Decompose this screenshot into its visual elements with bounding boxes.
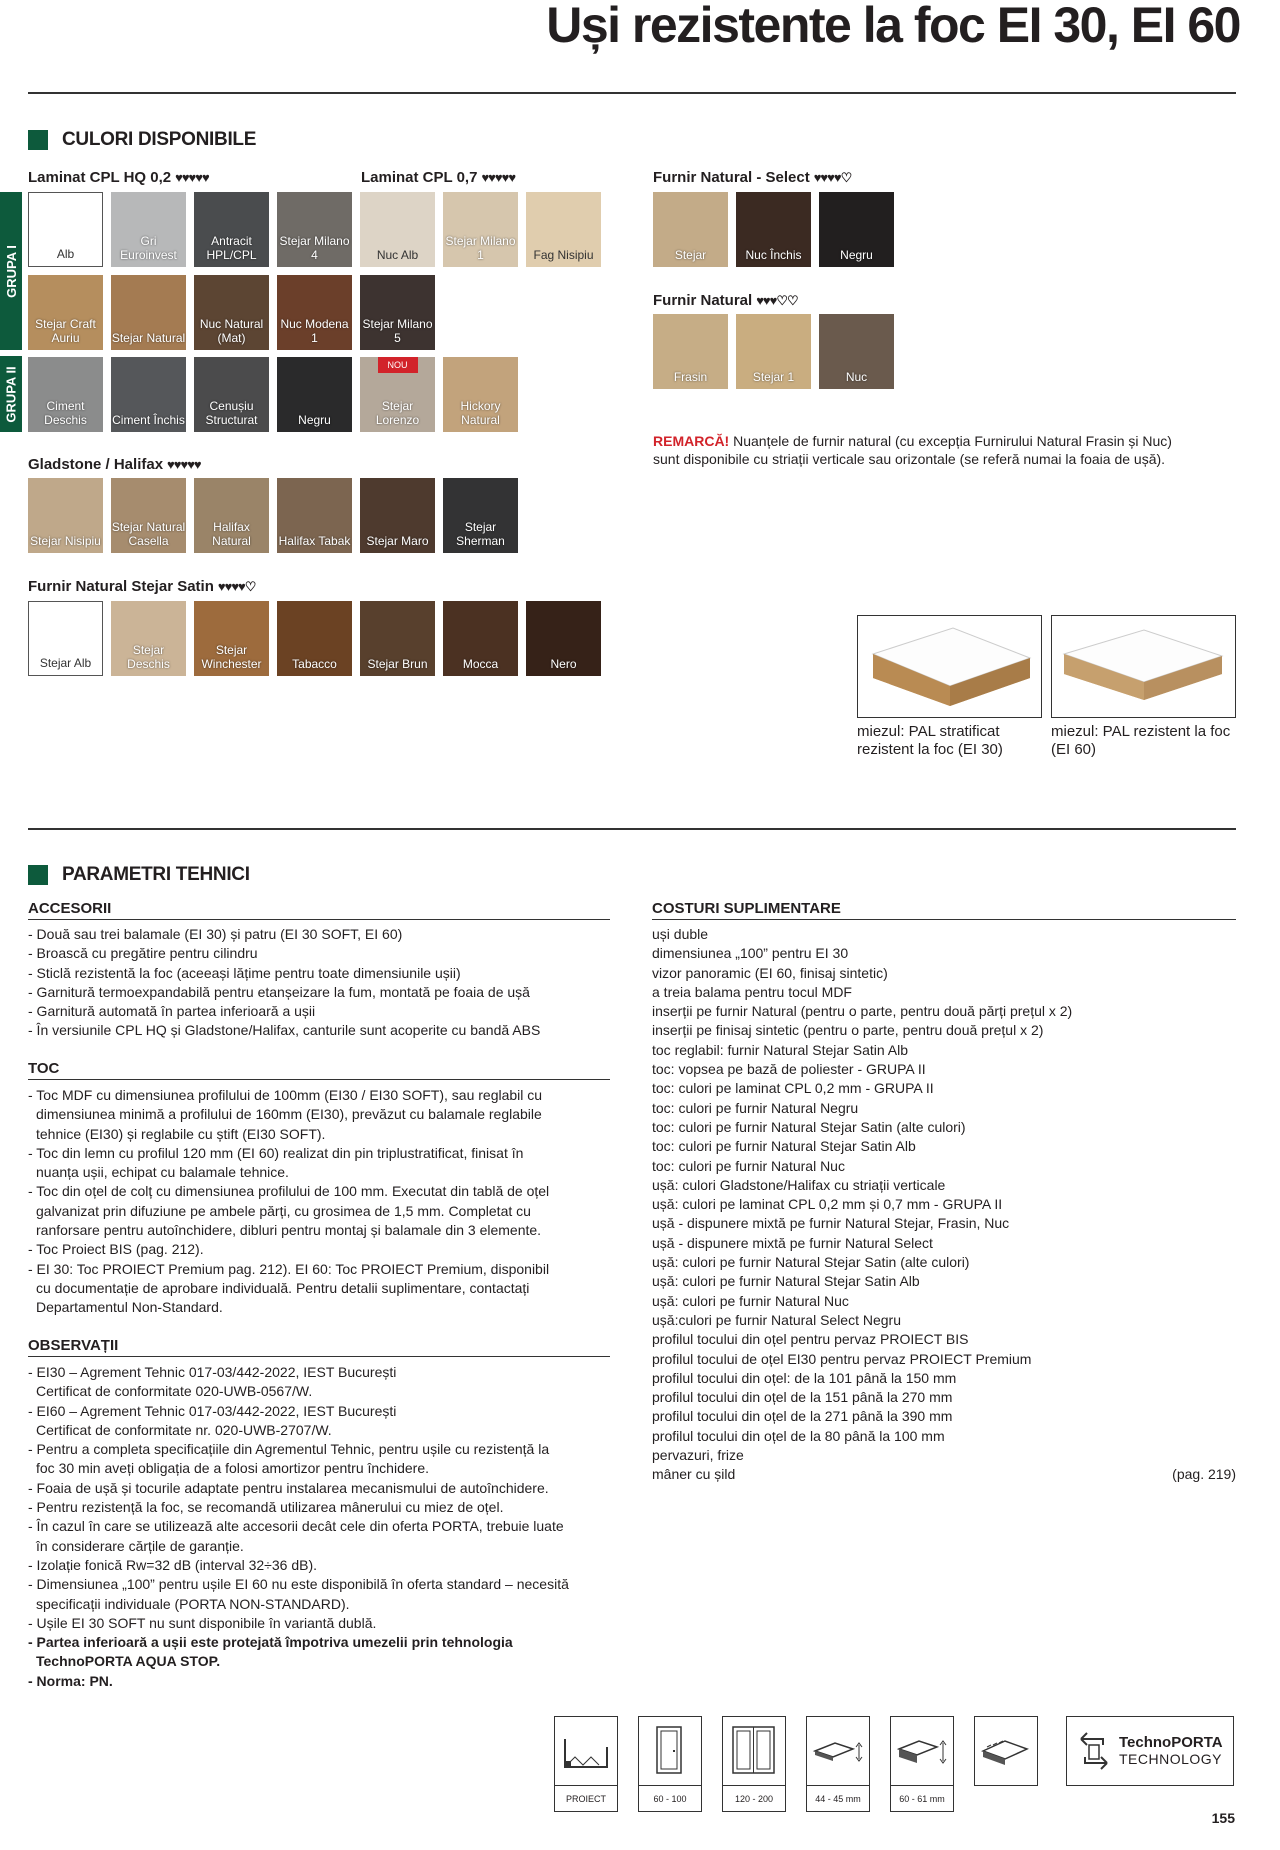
group-2-bar bbox=[0, 356, 22, 432]
swatch-label: Mocca bbox=[462, 657, 499, 671]
text-line: - EI30 – Agrement Tehnic 017-03/442-2022, IEST București bbox=[28, 1364, 397, 1380]
section-marker bbox=[28, 130, 48, 150]
cost-line: inserții pe furnir Natural (pentru o parte, pentru două părți prețul x 2) bbox=[652, 1003, 1073, 1020]
swatch-label: Cenușiu Structurat bbox=[205, 399, 258, 427]
color-swatch bbox=[653, 192, 728, 267]
color-swatch bbox=[653, 314, 728, 389]
color-swatch bbox=[194, 357, 269, 432]
core-image-ei60 bbox=[1051, 615, 1236, 718]
swatch-label: Stejar Natural bbox=[111, 331, 186, 345]
swatch-label: Frasin bbox=[673, 370, 708, 384]
cost-line: ușă:culori pe furnir Natural Select Negru bbox=[652, 1311, 902, 1328]
cost-line: profilul tocului din oțel pentru pervaz PROIECT BIS bbox=[652, 1331, 969, 1348]
swatch-label: Stejar Craft Auriu bbox=[35, 317, 96, 345]
toc-heading: TOC bbox=[28, 1060, 610, 1080]
text-line: - Ușile EI 30 SOFT nu sunt disponibile în variantă dublă. bbox=[28, 1614, 377, 1631]
swatch-label: Stejar Alb bbox=[39, 656, 92, 670]
cost-line: toc: culori pe furnir Natural Nuc bbox=[652, 1157, 845, 1174]
swatch-row-satin bbox=[28, 601, 601, 676]
swatch-label: Ciment Deschis bbox=[44, 399, 87, 427]
section-marker bbox=[28, 865, 48, 885]
swatch-label: Nuc bbox=[845, 370, 868, 384]
swatch-label: Fag Nisipiu bbox=[533, 248, 594, 262]
color-swatch bbox=[819, 192, 894, 267]
swatch-row-furnir bbox=[653, 314, 894, 389]
category-cpl07-label: Laminat CPL 0,7 bbox=[361, 169, 478, 186]
color-swatch bbox=[111, 478, 186, 553]
swatch-label: Ciment Închis bbox=[112, 413, 185, 427]
swatch-label: Stejar Lorenzo bbox=[375, 399, 420, 427]
cost-line: ușă: culori pe laminat CPL 0,2 mm și 0,7 mm - GRUPA II bbox=[652, 1196, 1003, 1213]
color-swatch bbox=[443, 478, 518, 553]
color-swatch bbox=[28, 192, 103, 267]
swatch-label: Stejar Milano 4 bbox=[279, 234, 350, 262]
colors-heading-text: CULORI DISPONIBILE bbox=[62, 129, 257, 150]
swatch-label: Negru bbox=[840, 248, 873, 262]
leaf-thickness-caption: 44 - 45 mm bbox=[806, 1786, 870, 1812]
text-line: tehnice (EI30) și reglabile cu știft (EI30 SOFT). bbox=[36, 1125, 326, 1142]
title-divider bbox=[28, 92, 1236, 94]
swatch-label: Gri Euroinvest bbox=[120, 234, 177, 262]
text-line: - Dimensiunea „100” pentru ușile EI 60 nu este disponibilă în oferta standard – necesită bbox=[28, 1576, 569, 1593]
rating-hearts: ♥♥♥♥♥ bbox=[175, 170, 209, 185]
color-swatch bbox=[736, 192, 811, 267]
swatch-label: Halifax Natural bbox=[212, 520, 251, 548]
rating-hearts: ♥♥♥♥♡ bbox=[813, 170, 852, 185]
swatch-label: Stejar Natural Casella bbox=[111, 520, 186, 548]
cost-line: uși duble bbox=[652, 926, 709, 942]
cost-line: profilul tocului din oțel de la 80 până la 100 mm bbox=[652, 1427, 945, 1444]
costs-heading: COSTURI SUPLIMENTARE bbox=[652, 900, 1236, 920]
color-swatch bbox=[277, 275, 352, 350]
technoporta-tagline: TECHNOLOGY bbox=[1119, 1751, 1223, 1767]
observatii-heading: OBSERVAȚII bbox=[28, 1337, 610, 1357]
text-line: dimensiunea minimă a profilului de 160mm (EI30), prevăzut cu balamale reglabile bbox=[36, 1106, 542, 1123]
category-cpl02-label: Laminat CPL HQ 0,2 bbox=[28, 169, 172, 186]
color-swatch bbox=[111, 192, 186, 267]
color-swatch bbox=[443, 192, 518, 267]
text-line: - Toc din lemn cu profilul 120 mm (EI 60) realizat din pin triplustratificat, finisat în bbox=[28, 1144, 524, 1161]
color-swatch bbox=[526, 601, 601, 676]
text-line: în considerare cărțile de garanție. bbox=[36, 1537, 244, 1554]
color-swatch bbox=[277, 192, 352, 267]
proiect-caption: PROIECT bbox=[554, 1786, 618, 1812]
core-caption-ei60: miezul: PAL rezistent la foc (EI 60) bbox=[1051, 723, 1231, 758]
text-line: - Garnitură termoexpandabilă pentru etanșeizare la fum, montată pe foaia de ușă bbox=[28, 983, 530, 1000]
color-swatch bbox=[360, 478, 435, 553]
remark-label: REMARCĂ! bbox=[653, 433, 730, 449]
cost-line: ușă - dispunere mixtă pe furnir Natural Stejar, Frasin, Nuc bbox=[652, 1215, 1010, 1232]
color-swatch bbox=[277, 357, 352, 432]
proiect-frame-icon bbox=[554, 1716, 618, 1786]
colors-section-heading bbox=[28, 129, 256, 151]
cost-line: toc: culori pe laminat CPL 0,2 mm - GRUPA II bbox=[652, 1080, 934, 1097]
color-swatch bbox=[194, 192, 269, 267]
cost-line: pervazuri, frize bbox=[652, 1447, 744, 1464]
swatch-label: Halifax Tabak bbox=[278, 534, 351, 548]
text-line: - În versiunile CPL HQ și Gladstone/Halifax, canturile sunt acoperite cu bandă ABS bbox=[28, 1022, 541, 1039]
rating-hearts: ♥♥♥♥♥ bbox=[481, 170, 516, 185]
cost-line: ușă: culori pe furnir Natural Stejar Satin Alb bbox=[652, 1273, 920, 1290]
text-line: - În cazul în care se utilizează alte accesorii decât cele din oferta PORTA, trebuie luate bbox=[28, 1518, 564, 1535]
category-cpl02 bbox=[28, 169, 209, 186]
color-swatch bbox=[194, 478, 269, 553]
cost-line: profilul tocului din oțel de la 271 până la 390 mm bbox=[652, 1408, 953, 1425]
category-cpl07 bbox=[361, 169, 515, 186]
color-swatch bbox=[194, 275, 269, 350]
swatch-label: Nuc Alb bbox=[376, 248, 419, 262]
swatch-row-3 bbox=[28, 357, 518, 432]
text-line: - Broască cu pregătire pentru cilindru bbox=[28, 945, 258, 962]
cost-line: ușă: culori pe furnir Natural Stejar Satin (alte culori) bbox=[652, 1254, 970, 1271]
text-line: - Toc MDF cu dimensiunea profilului de 100mm (EI30 / EI30 SOFT), sau reglabil cu bbox=[28, 1087, 543, 1103]
cost-line: profilul tocului din oțel: de la 101 până la 150 mm bbox=[652, 1369, 957, 1386]
rating-hearts: ♥♥♥♥♡ bbox=[217, 579, 256, 594]
color-swatch bbox=[736, 314, 811, 389]
technoporta-icon bbox=[1077, 1729, 1111, 1773]
text-line: galvanizat prin difuziune pe ambele părți, cu grosimea de 1,5 mm. Completat cu bbox=[36, 1202, 531, 1219]
observatii-list bbox=[28, 1363, 569, 1691]
cost-line: toc: culori pe furnir Natural Negru bbox=[652, 1099, 859, 1116]
rating-hearts: ♥♥♥♥♥ bbox=[167, 457, 201, 472]
category-satin bbox=[28, 578, 255, 595]
cost-line: dimensiunea „100” pentru EI 30 bbox=[652, 945, 849, 962]
accesorii-heading: ACCESORII bbox=[28, 900, 610, 920]
swatch-label: Stejar bbox=[674, 248, 707, 262]
swatch-row-1 bbox=[28, 192, 601, 267]
core-caption-ei30: miezul: PAL stratificat rezistent la foc (EI 30) bbox=[857, 723, 1003, 758]
color-swatch bbox=[111, 357, 186, 432]
cost-line bbox=[652, 1465, 1236, 1484]
accesorii-list bbox=[28, 925, 540, 1041]
page-title: Uși rezistente la foc EI 30, EI 60 bbox=[546, 0, 1240, 53]
color-swatch bbox=[819, 314, 894, 389]
text-line: - Pentru a completa specificațiile din Agrementul Tehnic, pentru ușile cu rezistență la bbox=[28, 1441, 550, 1458]
single-door-caption: 60 - 100 bbox=[638, 1786, 702, 1812]
category-satin-label: Furnir Natural Stejar Satin bbox=[28, 578, 214, 595]
swatch-label: Nero bbox=[550, 657, 577, 671]
page-number: 155 bbox=[1211, 1810, 1235, 1826]
rating-hearts: ♥♥♥♡♡ bbox=[756, 293, 798, 308]
cost-line: toc: culori pe furnir Natural Stejar Satin Alb bbox=[652, 1138, 916, 1155]
color-swatch bbox=[194, 601, 269, 676]
text-line: TechnoPORTA AQUA STOP. bbox=[36, 1653, 221, 1670]
group-1-label: GRUPA I bbox=[3, 244, 19, 298]
text-line: - Două sau trei balamale (EI 30) și patru (EI 30 SOFT, EI 60) bbox=[28, 926, 403, 942]
category-furnir bbox=[653, 292, 798, 309]
text-line: - Toc din oțel de colț cu dimensiunea profilului de 100 mm. Executat din tablă de oțel bbox=[28, 1183, 550, 1200]
text-line: ranforsare pentru autoînchidere, dibluri pentru montaj și balamale din 3 elemente. bbox=[36, 1222, 542, 1239]
text-line: - Toc Proiect BIS (pag. 212). bbox=[28, 1241, 204, 1258]
color-swatch bbox=[28, 357, 103, 432]
swatch-label: Stejar Nisipiu bbox=[30, 534, 101, 548]
swatch-label: Stejar Deschis bbox=[127, 643, 170, 671]
new-badge: NOU bbox=[378, 357, 418, 373]
cost-line: profilul tocului de oțel EI30 pentru pervaz PROIECT Premium bbox=[652, 1350, 1032, 1367]
swatch-label: Stejar Winchester bbox=[201, 643, 262, 671]
cost-line: profilul tocului din oțel de la 151 până la 270 mm bbox=[652, 1389, 953, 1406]
color-swatch bbox=[28, 275, 103, 350]
text-line: - Izolație fonică Rw=32 dB (interval 32÷36 dB). bbox=[28, 1556, 317, 1573]
cost-line: ușă: culori pe furnir Natural Nuc bbox=[652, 1292, 849, 1309]
color-swatch bbox=[360, 275, 435, 350]
swatch-label: Nuc Modena 1 bbox=[280, 317, 349, 345]
text-line: Certificat de conformitate 020-UWB-0567/W. bbox=[36, 1383, 313, 1400]
text-line: - Pentru rezistență la foc, se recomandă utilizarea mânerului cu miez de oțel. bbox=[28, 1499, 504, 1516]
category-gladstone-label: Gladstone / Halifax bbox=[28, 456, 164, 473]
text-line: - Foaia de ușă și tocurile adaptate pentru instalarea mecanismului de autoînchidere. bbox=[28, 1479, 549, 1496]
technoporta-name: TechnoPORTA bbox=[1119, 1734, 1223, 1751]
swatch-label: Negru bbox=[298, 413, 331, 427]
edge-profile-icon bbox=[974, 1716, 1038, 1786]
swatch-label: Alb bbox=[56, 247, 75, 261]
cost-line: toc: vopsea pe bază de poliester - GRUPA II bbox=[652, 1061, 926, 1078]
text-line: specificații individuale (PORTA NON-STANDARD). bbox=[36, 1595, 350, 1612]
single-door-icon bbox=[638, 1716, 702, 1786]
category-gladstone bbox=[28, 456, 201, 473]
cost-line: inserții pe finisaj sintetic (pentru o parte, pentru două prețul x 2) bbox=[652, 1022, 1044, 1039]
double-door-icon bbox=[722, 1716, 786, 1786]
swatch-label: Tabacco bbox=[292, 657, 337, 671]
swatch-label: Stejar Brun bbox=[367, 657, 428, 671]
leaf-thickness-60-caption: 60 - 61 mm bbox=[890, 1786, 954, 1812]
text-line: foc 30 min aveți obligația de a folosi amortizor pentru închidere. bbox=[36, 1460, 429, 1477]
color-swatch bbox=[277, 601, 352, 676]
swatch-row-2 bbox=[28, 275, 435, 350]
cost-line: toc reglabil: furnir Natural Stejar Satin Alb bbox=[652, 1041, 909, 1058]
text-line: - Sticlă rezistentă la foc (aceeași lățime pentru toate dimensiunile ușii) bbox=[28, 964, 461, 981]
color-swatch bbox=[28, 478, 103, 553]
costs-list bbox=[652, 925, 1236, 1485]
swatch-label: Stejar Sherman bbox=[456, 520, 505, 548]
swatch-label: Stejar 1 bbox=[752, 370, 795, 384]
text-line: - EI60 – Agrement Tehnic 017-03/442-2022, IEST București bbox=[28, 1402, 397, 1419]
color-swatch bbox=[111, 275, 186, 350]
swatch-label: Stejar Maro bbox=[366, 534, 429, 548]
core-image-ei30 bbox=[857, 615, 1042, 718]
params-heading-text: PARAMETRI TEHNICI bbox=[62, 864, 250, 885]
swatch-label: Nuc Natural (Mat) bbox=[199, 317, 264, 345]
category-select bbox=[653, 169, 851, 186]
group-2-label: GRUPA II bbox=[3, 365, 19, 423]
color-swatch bbox=[111, 601, 186, 676]
cost-line: ușă - dispunere mixtă pe furnir Natural Select bbox=[652, 1234, 933, 1251]
color-swatch bbox=[443, 357, 518, 432]
category-select-label: Furnir Natural - Select bbox=[653, 169, 810, 186]
swatch-label: Stejar Milano 5 bbox=[362, 317, 433, 345]
cost-line: toc: culori pe furnir Natural Stejar Satin (alte culori) bbox=[652, 1118, 966, 1135]
text-line: - Partea inferioară a ușii este protejată împotriva umezelii prin tehnologia bbox=[28, 1634, 513, 1651]
swatch-label: Antracit HPL/CPL bbox=[206, 234, 257, 262]
text-line: Certificat de conformitate nr. 020-UWB-2707/W. bbox=[36, 1421, 332, 1438]
text-line: - Garnitură automată în partea inferioară a ușii bbox=[28, 1003, 316, 1020]
color-swatch bbox=[526, 192, 601, 267]
color-swatch bbox=[360, 192, 435, 267]
group-1-bar bbox=[0, 192, 22, 350]
text-line: Departamentul Non-Standard. bbox=[36, 1299, 223, 1316]
text-line: nuanța ușii, echipat cu balamale tehnice. bbox=[36, 1164, 289, 1181]
category-furnir-label: Furnir Natural bbox=[653, 292, 753, 309]
door-leaf-thickness-icon bbox=[806, 1716, 870, 1786]
swatch-row-select bbox=[653, 192, 894, 267]
color-swatch bbox=[360, 601, 435, 676]
text-line: - Norma: PN. bbox=[28, 1672, 113, 1689]
color-swatch bbox=[443, 601, 518, 676]
params-section-heading bbox=[28, 864, 250, 886]
remark-text: Nuanțele de furnir natural (cu excepția Furnirului Natural Frasin și Nuc) sunt disponibile cu striații verticale sau orizontale (se referă numai la foaia de ușă). bbox=[653, 433, 1172, 467]
toc-list bbox=[28, 1086, 549, 1318]
text-line: - EI 30: Toc PROIECT Premium pag. 212). EI 60: Toc PROIECT Premium, disponibil bbox=[28, 1260, 550, 1277]
color-swatch bbox=[277, 478, 352, 553]
double-door-caption: 120 - 200 bbox=[722, 1786, 786, 1812]
cost-line: vizor panoramic (EI 60, finisaj sintetic) bbox=[652, 964, 888, 981]
swatch-label: Hickory Natural bbox=[460, 399, 501, 427]
text-line: cu documentație de aprobare individuală. Pentru detalii suplimentare, contactați bbox=[36, 1279, 530, 1296]
color-swatch bbox=[360, 357, 435, 432]
cost-line: a treia balama pentru tocul MDF bbox=[652, 983, 852, 1000]
remark-note bbox=[653, 432, 1173, 468]
color-swatch bbox=[28, 601, 103, 676]
technoporta-logo bbox=[1066, 1716, 1234, 1786]
section-divider bbox=[28, 828, 1236, 830]
swatch-label: Stejar Milano 1 bbox=[445, 234, 516, 262]
door-leaf-thickness-60-icon bbox=[890, 1716, 954, 1786]
swatch-row-gladstone bbox=[28, 478, 518, 553]
cost-item: mâner cu șild bbox=[652, 1466, 736, 1483]
cost-line: ușă: culori Gladstone/Halifax cu striații verticale bbox=[652, 1176, 946, 1193]
swatch-label: Nuc Închis bbox=[745, 248, 802, 262]
page-reference: (pag. 219) bbox=[1172, 1466, 1236, 1483]
